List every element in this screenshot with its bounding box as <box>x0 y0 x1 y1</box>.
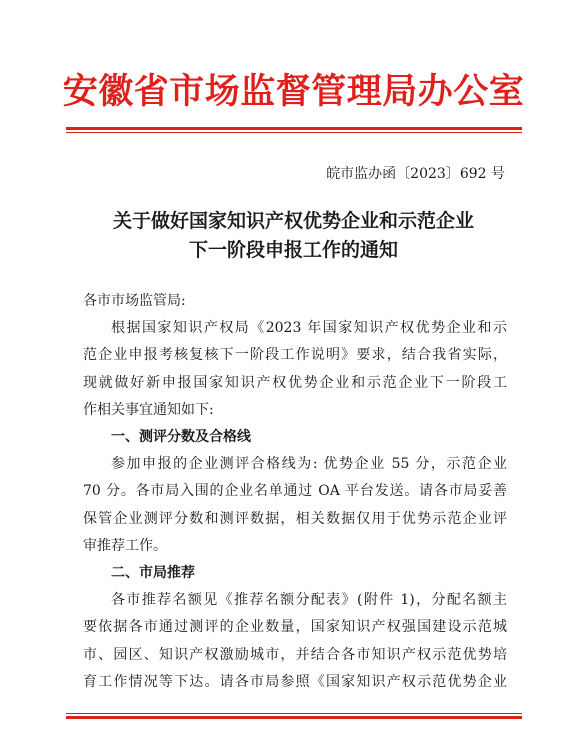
header-red-rule-thin <box>66 132 522 133</box>
salutation: 各市市场监管局: <box>83 293 186 309</box>
section-2-heading: 二、市局推荐 <box>111 565 195 582</box>
section-2-line: 各市推荐名额见《推荐名额分配表》(附件 1)，分配名额主 <box>111 592 507 609</box>
intro-line: 现就做好新申报国家知识产权优势企业和示范企业下一阶段工 <box>83 374 507 391</box>
section-2-line: 育工作情况等下达。请各市局参照《国家知识产权示范优势企业 <box>83 673 507 690</box>
section-2-line: 市、园区、知识产权激励城市，并结合各市知识产权示范优势培 <box>83 646 507 663</box>
section-1-line: 70 分。各市局入围的企业名单通过 OA 平台发送。请各市局妥善 <box>83 483 507 500</box>
footer-red-rule-thin <box>66 713 522 714</box>
document-body <box>83 288 507 696</box>
section-1-line: 参加申报的企业测评合格线为: 优势企业 55 分，示范企业 <box>111 456 507 473</box>
document-title-line-1: 关于做好国家知识产权优势企业和示范企业 <box>112 210 474 232</box>
section-1-heading: 一、测评分数及合格线 <box>111 429 251 446</box>
document-number: 皖市监办函〔2023〕692 号 <box>326 166 505 182</box>
intro-line: 作相关事宜通知如下: <box>83 401 214 418</box>
intro-line: 根据国家知识产权局《2023 年国家知识产权优势企业和示 <box>111 320 507 337</box>
org-title: 安徽省市场监督管理局办公室 <box>62 71 525 112</box>
intro-line: 范企业申报考核复核下一阶段工作说明》要求，结合我省实际， <box>83 347 507 364</box>
document-title-line-2: 下一阶段申报工作的通知 <box>188 239 398 261</box>
section-2-line: 要依据各市通过测评的企业数量，国家知识产权强国建设示范城 <box>83 619 507 636</box>
footer-red-rule-thick <box>66 716 522 719</box>
section-1-line: 审推荐工作。 <box>83 537 167 554</box>
header-red-rule-thick <box>66 127 522 130</box>
section-1-line: 保管企业测评分数和测评数据，相关数据仅用于优势示范企业评 <box>83 510 507 527</box>
